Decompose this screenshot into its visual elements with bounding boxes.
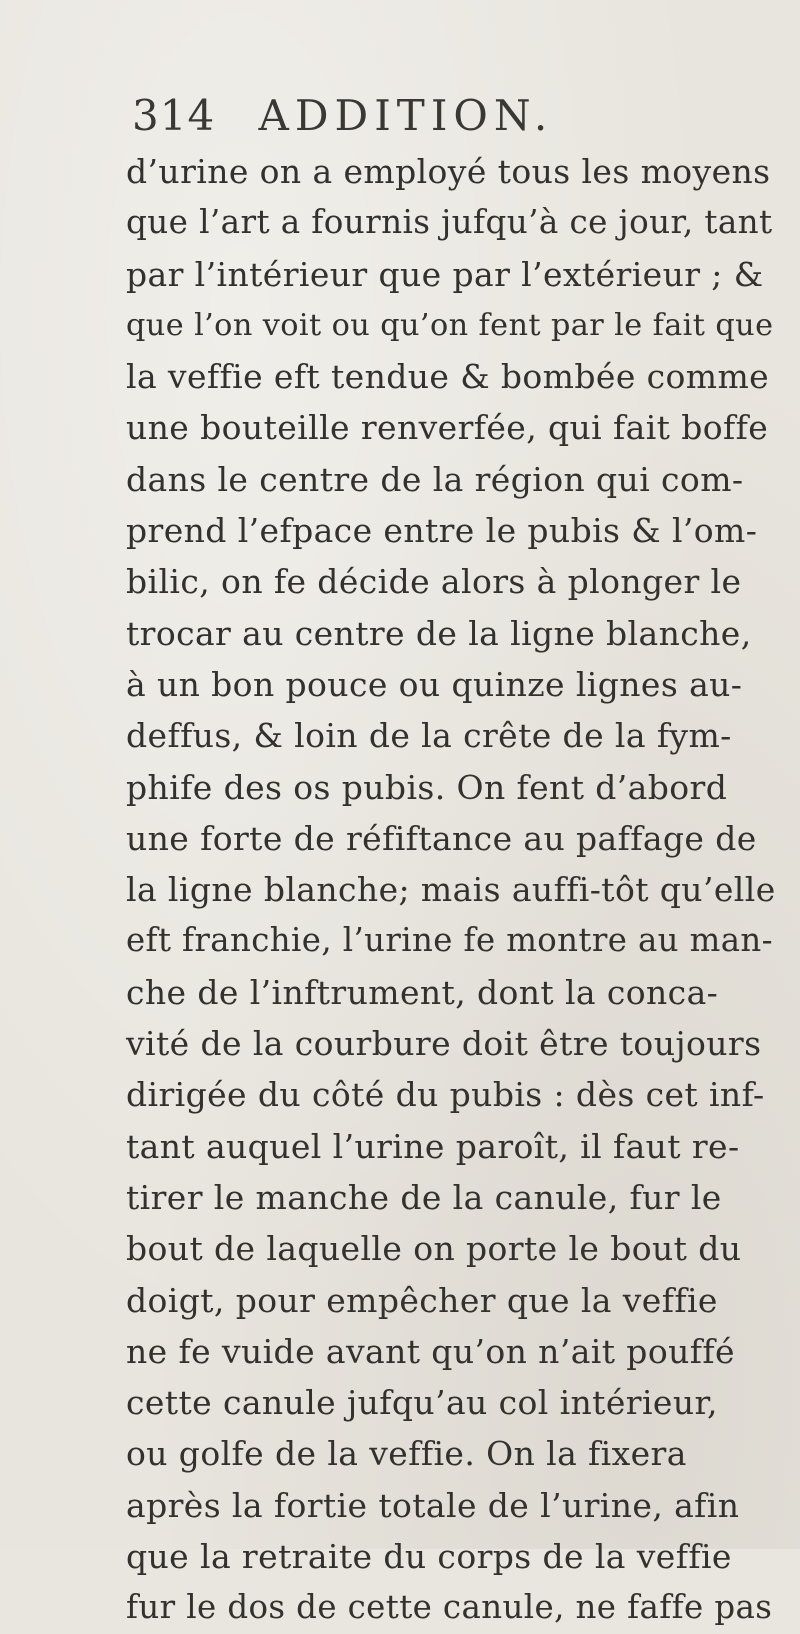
text-line: bilic, on fe décide alors à plonger le — [126, 562, 742, 602]
text-line: dans le centre de la région qui com- — [126, 459, 744, 499]
text-line: que la retraite du corps de la veffie — [126, 1537, 732, 1577]
text-line: par l’intérieur que par l’extérieur ; & — [126, 254, 764, 294]
text-line: eft franchie, l’urine fe montre au man- — [126, 921, 774, 960]
text-line: une forte de réfiftance au paffage de — [126, 818, 757, 858]
text-line: fur le dos de cette canule, ne faffe pas — [126, 1588, 773, 1627]
text-line: bout de laquelle on porte le bout du — [126, 1229, 742, 1269]
text-line: trocar au centre de la ligne blanche, — [126, 613, 752, 653]
body-text — [126, 146, 776, 1634]
text-line: tirer le manche de la canule, fur le — [126, 1177, 722, 1217]
text-line: che de l’inftrument, dont la conca- — [126, 972, 719, 1012]
page-header — [132, 86, 772, 146]
text-line: que l’on voit ou qu’on fent par le fait que — [126, 307, 774, 343]
page-number: 314 — [132, 91, 216, 140]
running-title: ADDITION. — [258, 91, 554, 140]
text-line: vité de la courbure doit être toujours — [126, 1024, 762, 1064]
text-line: ne fe vuide avant qu’on n’ait pouffé — [126, 1331, 735, 1371]
text-line: doigt, pour empêcher que la veffie — [126, 1280, 718, 1320]
text-line: tant auquel l’urine paroît, il faut re- — [126, 1126, 740, 1166]
text-line: cette canule jufqu’au col intérieur, — [126, 1383, 718, 1423]
text-line: ou golfe de la veffie. On la fixera — [126, 1434, 687, 1474]
text-line: phife des os pubis. On fent d’abord — [126, 767, 728, 807]
text-line: la ligne blanche; mais auffi-tôt qu’elle — [126, 870, 776, 910]
text-line: prend l’efpace entre le pubis & l’om- — [126, 511, 758, 551]
text-line: dirigée du côté du pubis : dès cet inf- — [126, 1075, 765, 1115]
text-line: une bouteille renverfée, qui fait boffe — [126, 408, 769, 448]
text-line: que l’art a fournis jufqu’à ce jour, tant — [126, 203, 773, 242]
text-line: la veffie eft tendue & bombée comme — [126, 357, 770, 397]
text-line: deffus, & loin de la crête de la fym- — [126, 716, 732, 756]
text-line: à un bon pouce ou quinze lignes au- — [126, 664, 743, 704]
text-line: d’urine on a employé tous les moyens — [126, 152, 771, 191]
text-line: après la fortie totale de l’urine, afin — [126, 1485, 740, 1525]
